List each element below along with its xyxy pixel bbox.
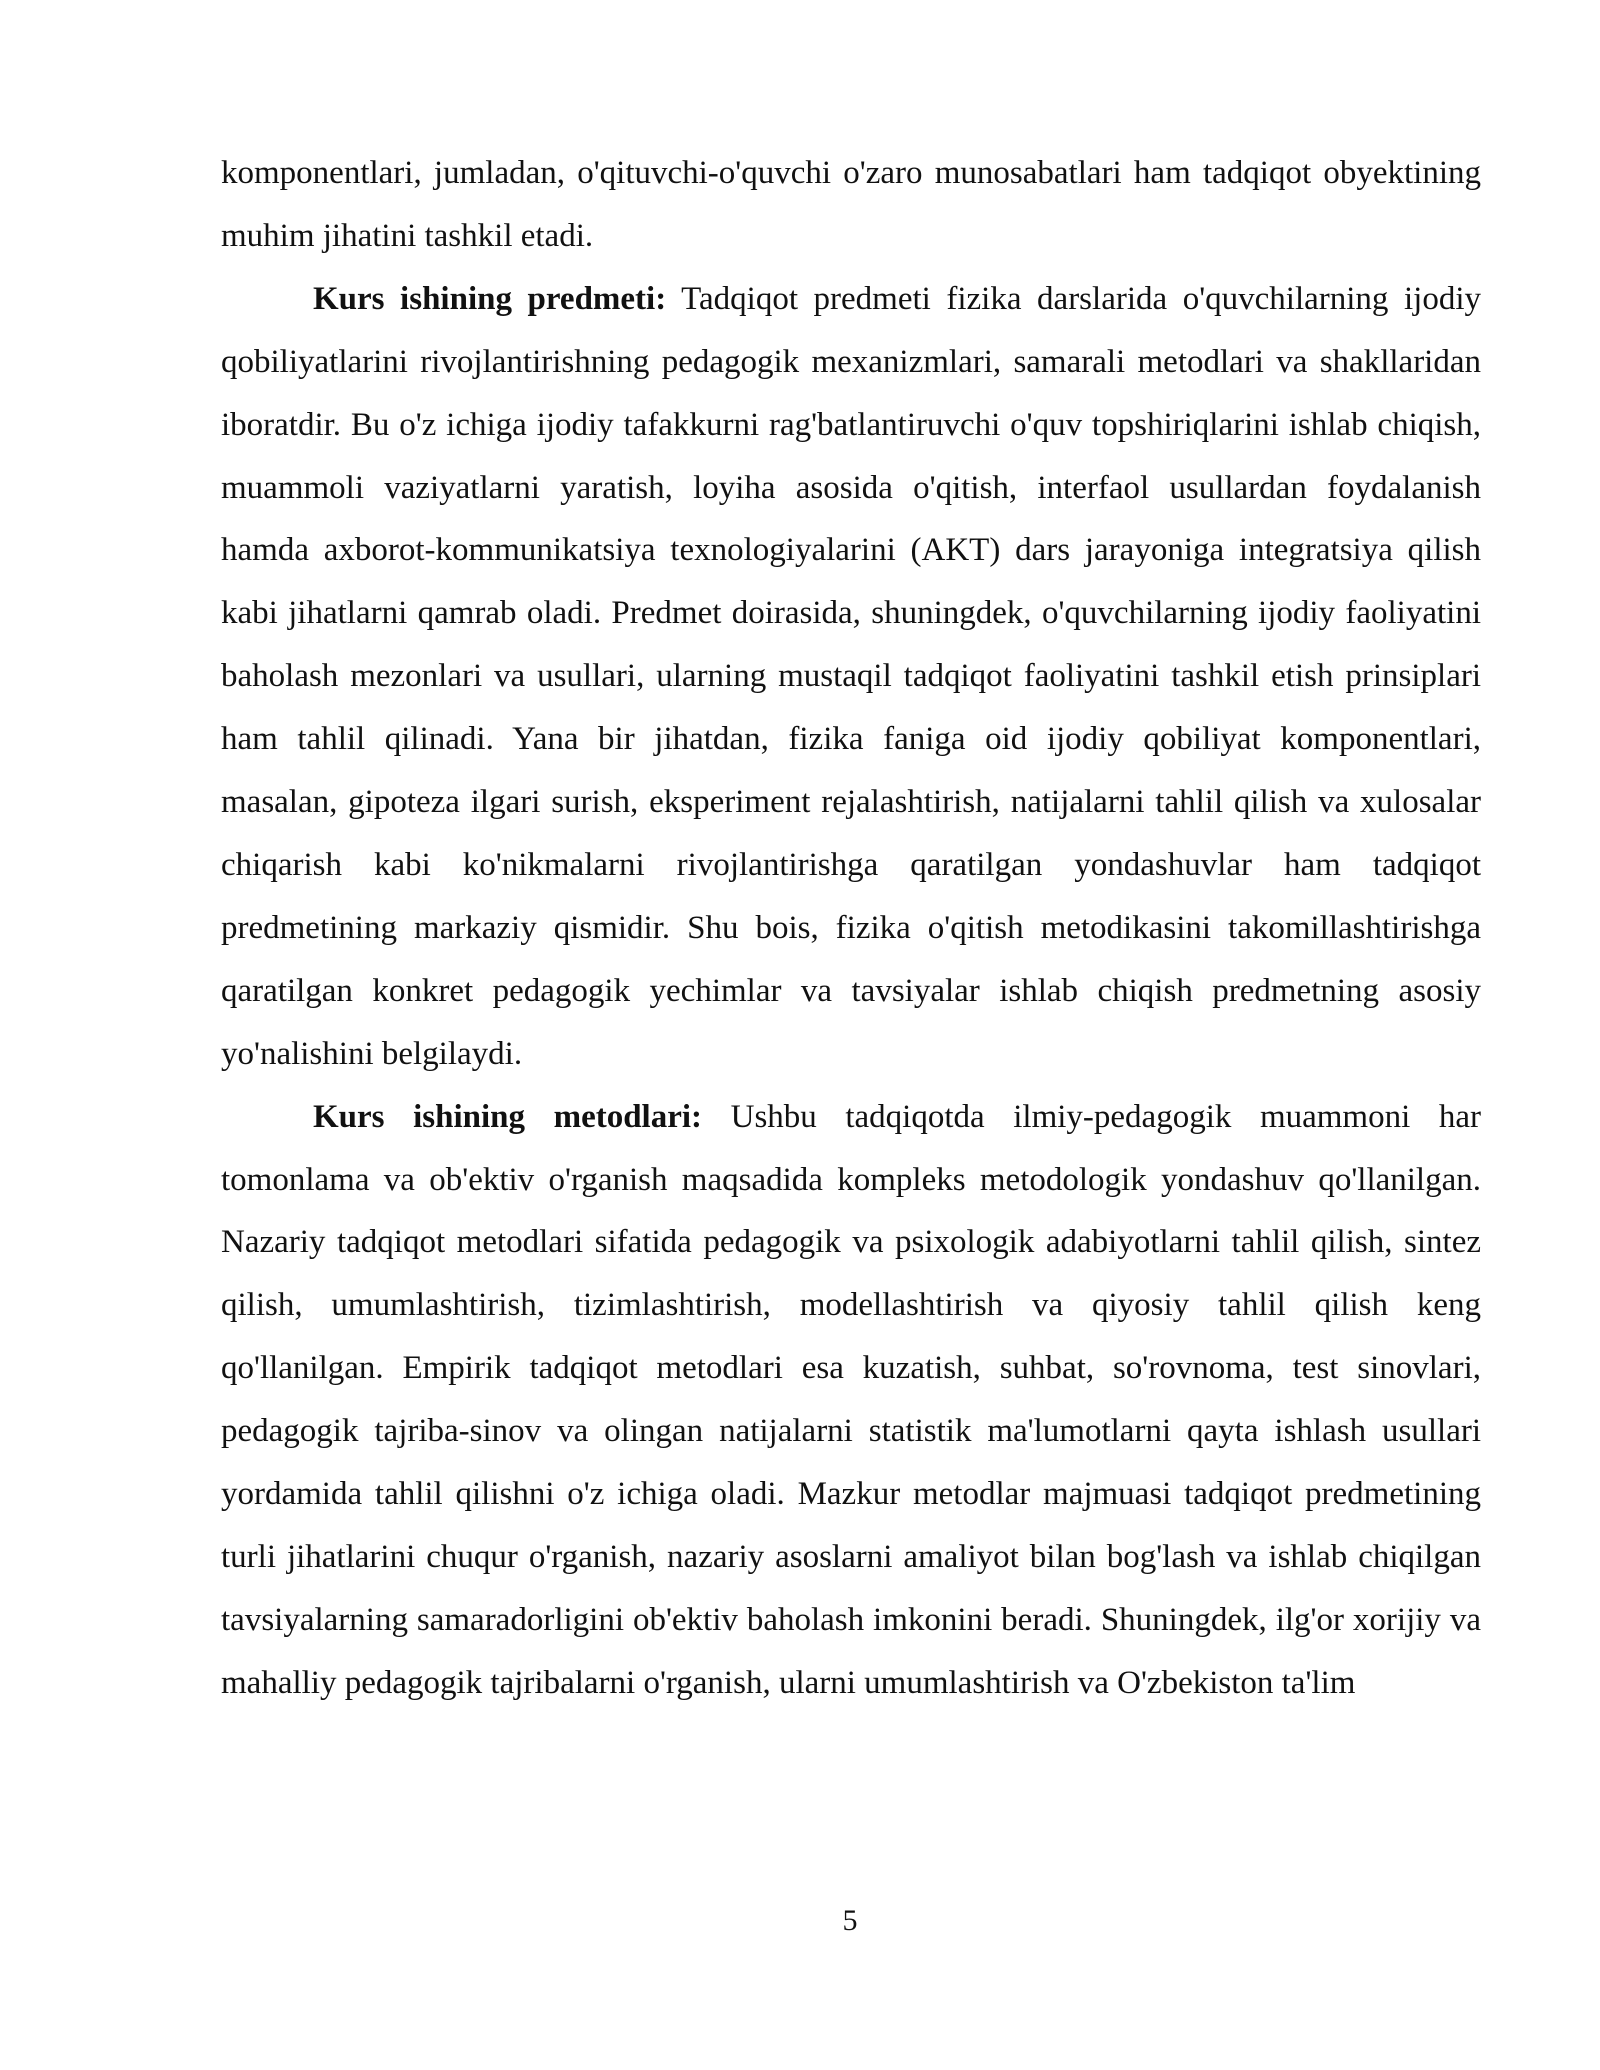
document-page (221, 142, 1481, 1715)
paragraph-methods (221, 1086, 1481, 1715)
paragraph-text: Tadqiqot predmeti fizika darslarida o'quvchilarning ijodiy qobiliyatlarini rivojlantirishning pedagogik mexanizmlari, samarali metodlari va shakllaridan iboratdir. Bu o'z ichiga ijodiy tafakkurni rag'batlantiruvchi o'quv topshiriqlarini ishlab chiqish, muammoli vaziyatlarni yaratish, loyiha asosida o'qitish, interfaol usullardan foydalanish hamda axborot-kommunikatsiya texnologiyalarini (AKT) dars jarayoniga integratsiya qilish kabi jihatlarni qamrab oladi. Predmet doirasida, shuningdek, o'quvchilarning ijodiy faoliyatini baholash mezonlari va usullari, ularning mustaqil tadqiqot faoliyatini tashkil etish prinsiplari ham tahlil qilinadi. Yana bir jihatdan, fizika faniga oid ijodiy qobiliyat komponentlari, masalan, gipoteza ilgari surish, eksperiment rejalashtirish, natijalarni tahlil qilish va xulosalar chiqarish kabi ko'nikmalarni rivojlantirishga qaratilgan yondashuvlar ham tadqiqot predmetining markaziy qismidir. Shu bois, fizika o'qitish metodikasini takomillashtirishga qaratilgan konkret pedagogik yechimlar va tavsiyalar ishlab chiqish predmetning asosiy yo'nalishini belgilaydi. (221, 280, 1481, 1072)
paragraph-text: Ushbu tadqiqotda ilmiy-pedagogik muammoni har tomonlama va ob'ektiv o'rganish maqsadida kompleks metodologik yondashuv qo'llanilgan. Nazariy tadqiqot metodlari sifatida pedagogik va psixologik adabiyotlarni tahlil qilish, sintez qilish, umumlashtirish, tizimlashtirish, modellashtirish va qiyosiy tahlil qilish keng qo'llanilgan. Empirik tadqiqot metodlari esa kuzatish, suhbat, so'rovnoma, test sinovlari, pedagogik tajriba-sinov va olingan natijalarni statistik ma'lumotlarni qayta ishlash usullari yordamida tahlil qilishni o'z ichiga oladi. Mazkur metodlar majmuasi tadqiqot predmetining turli jihatlarini chuqur o'rganish, nazariy asoslarni amaliyot bilan bog'lash va ishlab chiqilgan tavsiyalarning samaradorligini ob'ektiv baholash imkonini beradi. Shuningdek, ilg'or xorijiy va mahalliy pedagogik tajribalarni o'rganish, ularni umumlashtirish va O'zbekiston ta'lim (221, 1098, 1481, 1701)
paragraph-text: komponentlari, jumladan, o'qituvchi-o'quvchi o'zaro munosabatlari ham tadqiqot obyektining muhim jihatini tashkil etadi. (221, 155, 1481, 254)
paragraph-object-continuation (221, 142, 1481, 268)
paragraph-lead-methods: Kurs ishining metodlari: (313, 1098, 703, 1135)
page-number: 5 (842, 1904, 858, 1937)
paragraph-subject (221, 268, 1481, 1086)
paragraph-lead-subject: Kurs ishining predmeti: (313, 280, 667, 317)
